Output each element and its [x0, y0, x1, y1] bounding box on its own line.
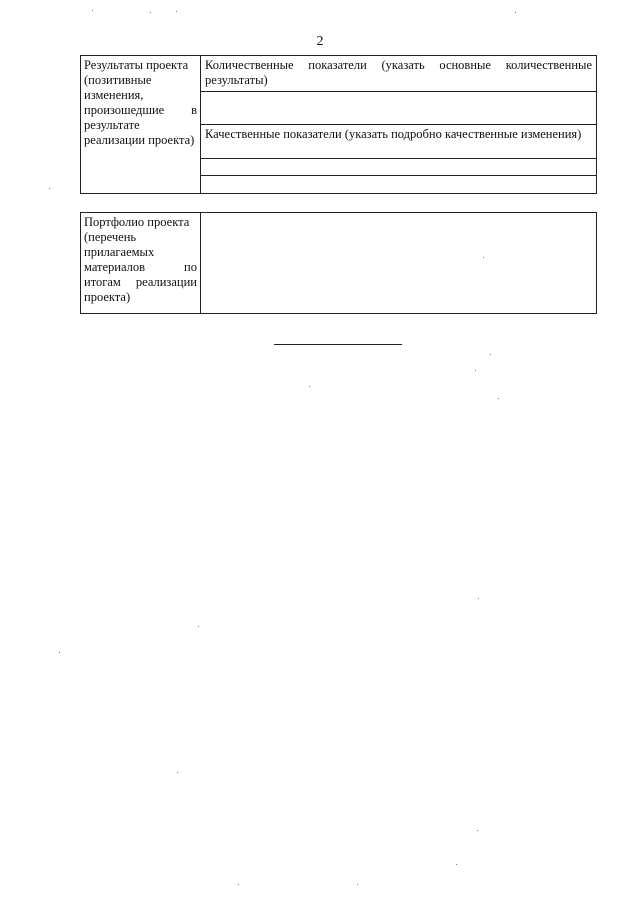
quantitative-entry-cell[interactable] — [201, 92, 597, 125]
scan-speck — [498, 398, 499, 399]
qualitative-entry-cell-1[interactable] — [201, 159, 597, 176]
scan-speck — [176, 11, 177, 12]
scan-speck — [490, 354, 491, 355]
scan-speck — [477, 830, 478, 831]
portfolio-label-description: (перечень прилагаемых материалов по итогам реализации проекта) — [84, 230, 197, 304]
project-results-table — [80, 55, 597, 194]
end-divider-line — [274, 344, 402, 345]
scan-speck — [238, 884, 239, 885]
scan-speck — [478, 598, 479, 599]
scan-speck — [198, 626, 199, 627]
results-label-description: (позитивные изменения, произошедшие в результате реализации проекта) — [84, 73, 197, 147]
scan-speck — [357, 884, 358, 885]
scan-speck — [92, 10, 93, 11]
scan-speck — [483, 257, 484, 258]
results-label-cell — [81, 56, 201, 194]
qualitative-entry-cell-2[interactable] — [201, 176, 597, 194]
scan-speck — [49, 188, 50, 189]
page-number: 2 — [316, 34, 324, 49]
scan-speck — [309, 386, 310, 387]
scan-speck — [177, 772, 178, 773]
portfolio-label-title: Портфолио проекта — [84, 215, 190, 229]
scan-speck — [515, 12, 516, 13]
scan-speck — [150, 12, 151, 13]
project-portfolio-table — [80, 212, 597, 314]
scan-speck — [475, 370, 476, 371]
results-label-title: Результаты проекта — [84, 58, 189, 72]
portfolio-entry-cell[interactable] — [201, 213, 597, 314]
portfolio-label-cell — [81, 213, 201, 314]
portfolio-row — [81, 213, 597, 314]
qualitative-indicators-header: Качественные показатели (указать подробно качественные изменения) — [201, 125, 597, 159]
scan-speck — [456, 864, 457, 865]
quantitative-header-row — [81, 56, 597, 92]
quantitative-indicators-header: Количественные показатели (указать основные количественные результаты) — [201, 56, 597, 92]
scan-speck — [59, 652, 60, 653]
